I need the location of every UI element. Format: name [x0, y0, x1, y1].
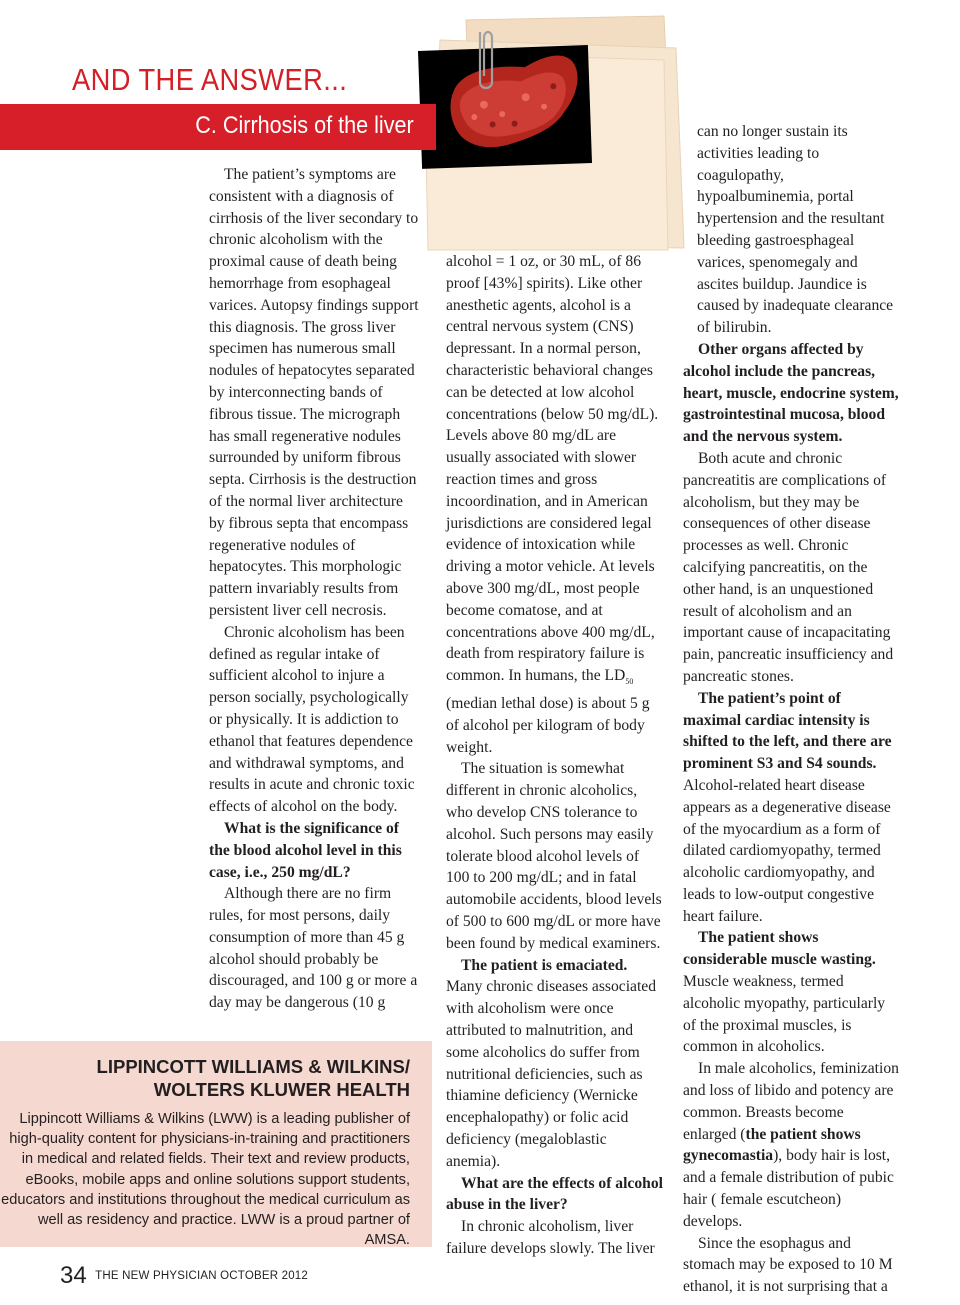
- article-column-1: [209, 164, 422, 1014]
- paragraph: Both acute and chronic pancreatitis are complications of alcoholism, but they may be consequences of other disease processes as well. Chronic calcifying pancreatitis, on the other hand, is an unquestioned result of alcoholism and an important cause of incapacitating pain, pancreatic insufficiency and pancreatic stones.: [683, 449, 894, 685]
- finding-text: The patient is emaciated.: [461, 956, 628, 974]
- question-text: What are the effects of alcohol abuse in the liver?: [446, 1174, 663, 1214]
- paragraph: [683, 1058, 899, 1232]
- question-heading: [209, 818, 422, 883]
- paragraph: [446, 251, 664, 758]
- paragraph: Since the esophagus and stomach may be exposed to 10 M ethanol, it is not surprising that a: [683, 1234, 893, 1296]
- paragraph: [683, 688, 899, 928]
- text-run: ), body hair is lost, and a female distribution of pubic hair ( female escutcheon) develops.: [683, 1147, 894, 1230]
- question-heading: [446, 1173, 664, 1217]
- question-text: What is the significance of the blood alcohol level in this case, i.e., 250 mg/dL?: [209, 819, 402, 881]
- page-number: 34: [60, 1262, 87, 1289]
- sidebar-title-line: WOLTERS KLUWER HEALTH: [153, 1079, 410, 1100]
- subscript: 50: [625, 677, 634, 687]
- publisher-sidebar: [0, 1041, 432, 1247]
- article-column-2: [446, 251, 664, 1260]
- sidebar-body: Lippincott Williams & Wilkins (LWW) is a leading publisher of high-quality content for physicians-in-training and practitioners in medical and related fields. Their text and review products, eBooks, mobile apps and online solutions support students, educators and institutions throughout the medical curriculum as well as residency and practice. LWW is a proud partner of AMSA.: [1, 1111, 410, 1249]
- answer-banner: [0, 104, 436, 150]
- finding-text: the patient shows gynecomastia: [683, 1125, 861, 1165]
- sidebar-title-line: LIPPINCOTT WILLIAMS & WILKINS/: [96, 1056, 410, 1077]
- paragraph: The situation is somewhat different in chronic alcoholics, who develop CNS tolerance to alcohol. Such persons may easily tolerate blood alcohol levels of 100 to 200 mg/dL; and in fatal automobile accidents, blood levels of 500 to 600 mg/dL or more have been found by medical examiners.: [446, 760, 662, 952]
- finding-heading: [446, 955, 664, 977]
- text-run: (median lethal dose) is about 5 g of alcohol per kilogram of body weight.: [446, 695, 650, 756]
- folder-photo-graphic: [414, 12, 704, 252]
- page-footer: [60, 1262, 308, 1290]
- paragraph: Although there are no firm rules, for most persons, daily consumption of more than 45 g alcohol should probably be discouraged, and 100 g or more a day may be dangerous (10 g: [209, 885, 418, 1012]
- section-kicker: AND THE ANSWER...: [72, 62, 348, 97]
- finding-text: The patient’s point of maximal cardiac intensity is shifted to the left, and there are prominent S3 and S4 sounds.: [683, 689, 892, 773]
- sidebar-title: [97, 1055, 410, 1101]
- text-run: Muscle weakness, termed alcoholic myopathy, particularly of the proximal muscles, is common in alcoholics.: [683, 973, 886, 1056]
- text-run: alcohol = 1 oz, or 30 mL, of 86 proof [43%] spirits). Like other anesthetic agents, alcohol is a central nervous system (CNS) depressant. In a normal person, characteristic behavioral changes can be detected at low alcohol concentrations (below 50 mg/dL). Levels above 80 mg/dL are usually associated with slower reaction times and gross incoordination, and in American jurisdictions are considered legal evidence of intoxication while driving a motor vehicle. At levels above 300 mg/dL, most people become comatose, and at concentrations above 400 mg/dL, death from respiratory failure is common. In humans, the LD: [446, 253, 659, 685]
- text-run: Alcohol-related heart disease appears as a degenerative disease of the myocardium as a form of dilated cardiomyopathy, termed alcoholic cardiomyopathy, and leads to low-output congestive heart failure.: [683, 776, 891, 925]
- paragraph: In chronic alcoholism, liver failure develops slowly. The liver: [446, 1218, 655, 1257]
- paragraph: Chronic alcoholism has been defined as regular intake of sufficient alcohol to injure a person socially, psychologically or physically. It is addiction to ethanol that features dependence and withdrawal symptoms, and results in acute and chronic toxic effects of alcohol on the body.: [209, 623, 415, 816]
- answer-title: C. Cirrhosis of the liver: [195, 112, 414, 139]
- article-column-3: [683, 121, 899, 1298]
- text-run: In male alcoholics, feminization and loss of libido and potency are common. Breasts become enlarged (: [683, 1060, 899, 1143]
- finding-text: Other organs affected by alcohol include the pancreas, heart, muscle, endocrine system, gastrointestinal mucosa, blood and the nervous system.: [683, 340, 899, 446]
- finding-heading: [683, 339, 899, 448]
- paragraph: can no longer sustain its activities leading to coagulopathy, hypoalbuminemia, portal hypertension and the resultant bleeding gastroesphageal varices, spenomegaly and ascites buildup. Jaundice is caused by inadequate clearance of bilirubin.: [697, 123, 894, 337]
- paragraph: Many chronic diseases associated with alcoholism were once attributed to malnutrition, and some alcoholics do suffer from nutritional deficiencies, such as thiamine deficiency (Wernicke encephalopathy) or folic acid deficiency (megaloblastic anemia).: [446, 978, 657, 1170]
- paragraph: [683, 927, 899, 1058]
- paragraph: The patient’s symptoms are consistent with a diagnosis of cirrhosis of the liver secondary to chronic alcoholism with the proximal cause of death being hemorrhage from esophageal varices. Autopsy findings support this diagnosis. The gross liver specimen has numerous small nodules of hepatocytes separated by interconnecting bands of fibrous tissue. The micrograph has small regenerative nodules surrounded by uniform fibrous septa. Cirrhosis is the destruction of the normal liver architecture by fibrous septa that encompass regenerative nodules of hepatocytes. This morphologic pattern invariably results from persistent liver cell necrosis.: [209, 166, 419, 619]
- publication-line: THE NEW PHYSICIAN OCTOBER 2012: [95, 1270, 308, 1282]
- finding-text: The patient shows considerable muscle wasting.: [683, 929, 876, 969]
